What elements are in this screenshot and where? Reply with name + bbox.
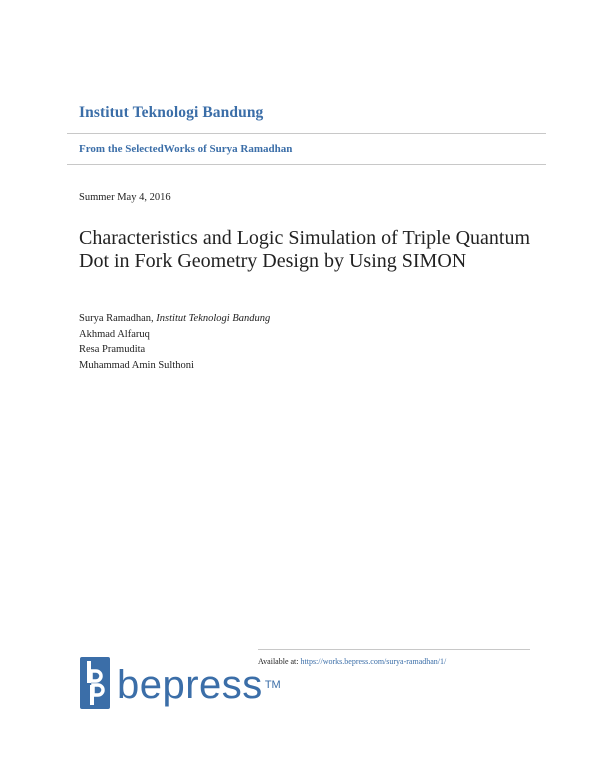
source-url-link[interactable]: https://works.bepress.com/surya-ramadhan/1/ [300, 657, 447, 666]
author-item [79, 342, 270, 358]
selectedworks-link[interactable]: From the SelectedWorks of Surya Ramadhan [79, 143, 293, 155]
trademark-symbol: TM [264, 679, 281, 691]
paper-title: Characteristics and Logic Simulation of Triple Quantum Dot in Fork Geometry Design by Using SIMON [79, 227, 531, 272]
footer-divider [258, 649, 530, 650]
author-item [79, 327, 270, 343]
divider [67, 133, 546, 134]
divider [67, 164, 546, 165]
publication-date: Summer May 4, 2016 [79, 192, 171, 203]
bepress-wordmark: bepress [117, 663, 263, 707]
author-name: Akhmad Alfaruq [79, 328, 150, 340]
author-name: Muhammad Amin Sulthoni [79, 359, 194, 371]
bepress-logo [80, 657, 281, 709]
author-name: Resa Pramudita [79, 344, 146, 355]
available-label: Available at: [258, 657, 299, 666]
author-item [79, 358, 270, 374]
bepress-mark-icon [80, 657, 110, 709]
availability-note [258, 657, 446, 666]
author-name: Surya Ramadhan [79, 313, 152, 324]
author-affiliation: Institut Teknologi Bandung [156, 313, 271, 324]
institution-link[interactable]: Institut Teknologi Bandung [79, 104, 264, 121]
author-list [79, 311, 270, 373]
author-item: Surya Ramadhan, Institut Teknologi Bandung [79, 313, 271, 324]
